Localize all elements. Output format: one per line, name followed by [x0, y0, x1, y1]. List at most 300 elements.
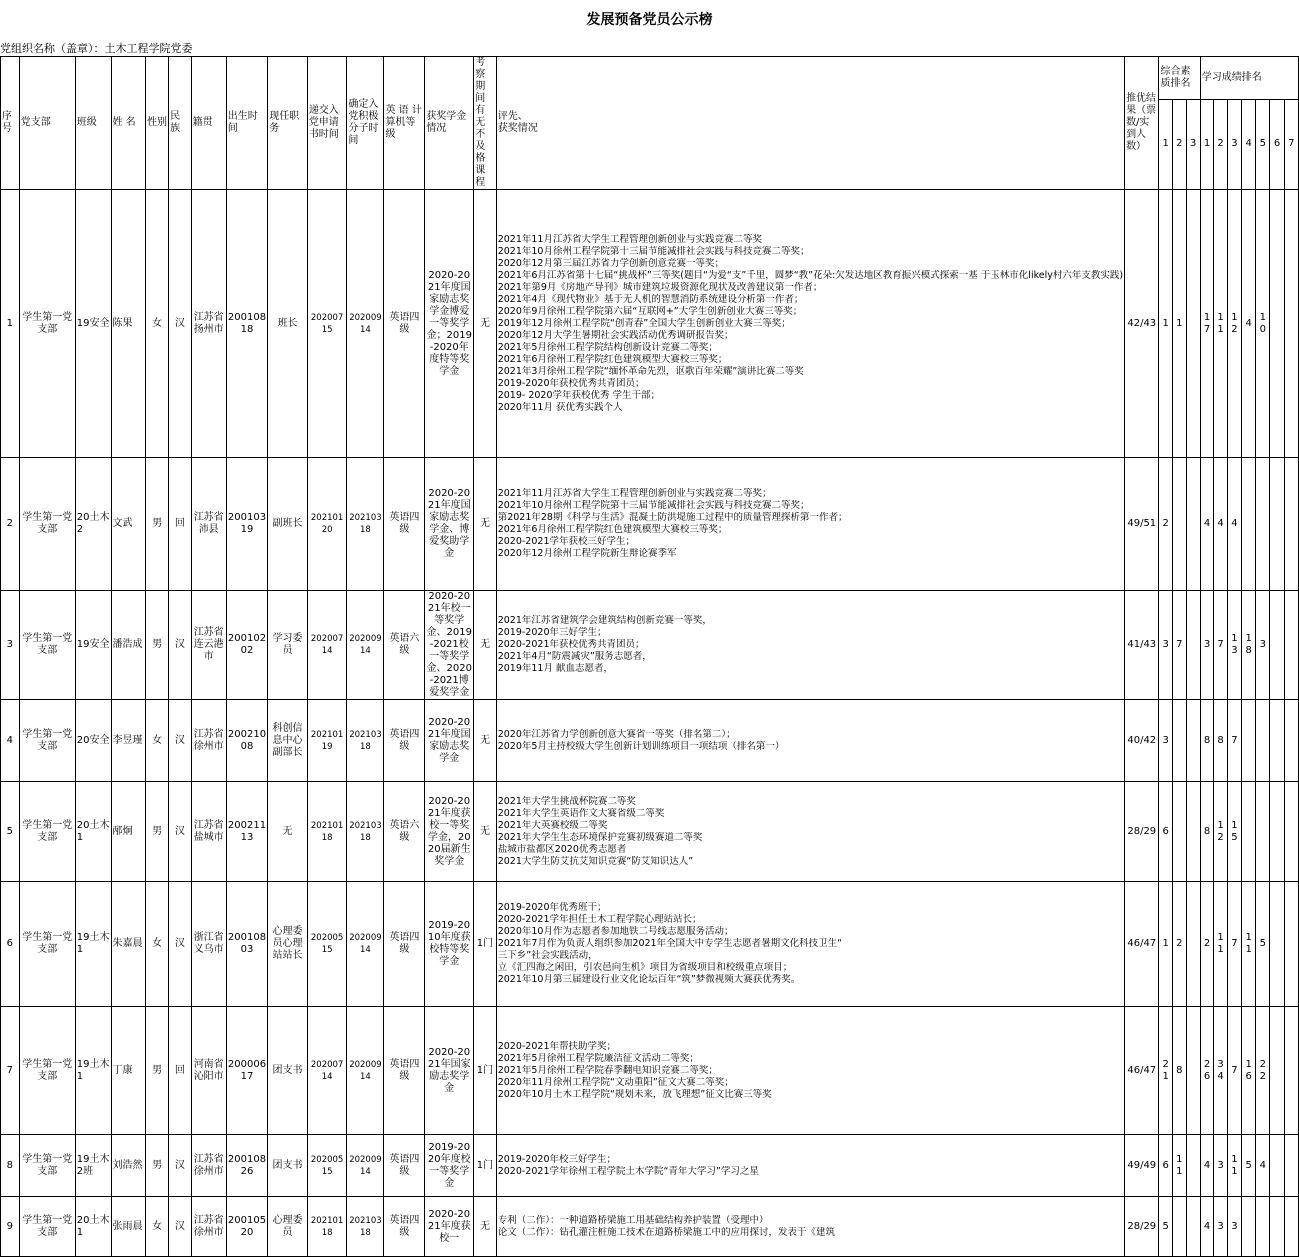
award-line: 2021年5月徐州工程学院结构创新设计竞赛二等奖； [497, 341, 718, 353]
name-cell: 朱嘉晨 [111, 882, 146, 1007]
quality-rank-cell: 2 [1173, 882, 1187, 1007]
study-rank-header: 2 [1214, 99, 1228, 189]
awards-cell [496, 882, 1124, 1007]
org-label: 党组织名称（盖章）：土木工程学院党委 [0, 42, 193, 55]
study-rank-cell [1270, 1007, 1284, 1135]
apply-date-cell: 20200715 [307, 190, 347, 458]
quality-rank-cell: 3 [1159, 591, 1173, 700]
fail-cell: 无 [474, 458, 496, 591]
birth-cell: 20000617 [226, 1007, 267, 1135]
ethnicity-cell: 汉 [169, 1135, 191, 1197]
study-rank-cell: 4 [1214, 458, 1228, 591]
class-cell: 20安全 [75, 700, 111, 782]
origin-cell: 河南省沁阳市 [191, 1007, 226, 1135]
quality-rank-cell: 5 [1159, 1197, 1173, 1257]
award-line: 2019-2020年优秀班干； [497, 902, 607, 913]
class-cell: 20土木1 [75, 782, 111, 882]
award-line: 2019- 2020学年获校优秀 学生干部； [497, 389, 661, 401]
table-row [1, 1007, 1299, 1135]
scholarship-cell: 2019-2020年度校一等奖学金 [425, 1135, 474, 1197]
study-rank-cell: 17 [1200, 190, 1214, 458]
name-cell: 丁康 [111, 1007, 146, 1135]
seq-cell: 5 [1, 782, 20, 882]
award-line: 2020-2021学年徐州工程学院土木学院“青年大学习”学习之星 [497, 1165, 759, 1177]
position-cell: 无 [268, 782, 308, 882]
study-rank-cell: 11 [1242, 882, 1256, 1007]
quality-rank-cell: 1 [1173, 190, 1187, 458]
english-cell: 英语四级 [384, 1007, 425, 1135]
origin-cell: 江苏省徐州市 [191, 700, 226, 782]
award-line: 2021年江苏省建筑学会建筑结构创新竞赛一等奖， [497, 615, 712, 626]
table-row [1, 1197, 1299, 1257]
award-line: 2021年11月江苏省大学生工程管理创新创业与实践竞赛二等奖 [497, 233, 762, 245]
position-cell: 学习委员 [268, 591, 308, 700]
seq-cell: 2 [1, 458, 20, 591]
activist-date-cell: 20200914 [347, 190, 384, 458]
origin-cell: 江苏省沛县 [191, 458, 226, 591]
gender-cell: 男 [146, 458, 169, 591]
apply-date-cell: 20200515 [307, 882, 347, 1007]
header-seq: 序号 [1, 57, 20, 190]
study-rank-cell [1242, 458, 1256, 591]
study-rank-cell [1270, 700, 1284, 782]
study-rank-cell: 8 [1200, 700, 1214, 782]
study-rank-cell: 10 [1256, 190, 1270, 458]
branch-cell: 学生第一党支部 [19, 591, 75, 700]
origin-cell: 江苏省扬州市 [191, 190, 226, 458]
scholarship-cell: 2020-2021年校一等奖学金、2019-2021校一等奖学金、2020-2021博爱奖学金 [426, 591, 472, 698]
award-line: 2021年6月徐州工程学院红色建筑模型大赛校三等奖； [497, 353, 728, 365]
birth-cell: 20010520 [226, 1197, 267, 1257]
apply-date-cell: 20210118 [307, 1197, 347, 1257]
quality-rank-cell [1186, 700, 1200, 782]
quality-rank-cell [1186, 1135, 1200, 1197]
award-line: 2019年12月徐州工程学院“创青春”全国大学生创新创业大赛三等奖； [497, 317, 791, 329]
table-row [1, 782, 1299, 882]
scholarship-cell: 2020-2021年国家励志奖学金 [425, 1007, 474, 1135]
ethnicity-cell: 汉 [169, 700, 191, 782]
class-cell: 20土木1 [75, 1197, 111, 1257]
name-cell: 张雨晨 [111, 1197, 146, 1257]
fail-cell: 无 [474, 700, 496, 782]
activist-date-cell: 20200914 [347, 1135, 384, 1197]
study-rank-cell [1270, 591, 1284, 700]
fail-cell: 1门 [474, 882, 496, 1007]
position-cell: 副班长 [268, 458, 308, 591]
header-scholarship: 获奖学金情况 [425, 57, 474, 190]
origin-cell: 江苏省连云港市 [191, 591, 226, 700]
quality-rank-cell: 11 [1173, 1135, 1187, 1197]
awards-cell [496, 1135, 1124, 1197]
header-gender: 性别 [146, 57, 169, 190]
quality-rank-cell [1186, 190, 1200, 458]
study-rank-cell [1284, 1135, 1298, 1197]
class-cell: 19土木1 [75, 882, 111, 1007]
study-rank-cell [1242, 1197, 1256, 1257]
quality-rank-cell: 6 [1159, 1135, 1173, 1197]
vote-cell: 40/42 [1125, 700, 1159, 782]
study-rank-cell: 4 [1256, 1135, 1270, 1197]
award-line: 2020-2021学年担任土木工程学院心理站站长； [497, 914, 702, 925]
seq-cell: 6 [1, 882, 20, 1007]
study-rank-cell: 11 [1214, 190, 1228, 458]
birth-cell: 20010803 [226, 882, 267, 1007]
activist-date-cell: 20200914 [347, 591, 384, 700]
activist-date-cell: 20200914 [347, 1007, 384, 1135]
position-cell: 心理委员 [268, 1197, 308, 1257]
header-apply-date: 递交入党申请书时间 [307, 57, 347, 190]
study-rank-cell: 7 [1227, 700, 1241, 782]
award-line: 第2021年28期《科学与生活》混凝土防洪堤施工过程中的质量管理探析第一作者； [497, 512, 848, 523]
awards-cell [496, 591, 1124, 700]
activist-date-cell: 20210318 [347, 782, 384, 882]
award-line: 2021年6月江苏省第十七届“挑战杯”三等奖(题目“为爱“支”千里，圆梦“教”花朵:欠发达地区教育振兴模式探索一基 于玉林市化likely村六年支教实践) [497, 269, 1124, 281]
award-line: 专利（二作）：一种道路桥梁施工用基础结构养护装置（受理中） [497, 1214, 769, 1226]
activist-date-cell: 20210318 [347, 1197, 384, 1257]
awards-cell [496, 782, 1124, 882]
fail-cell: 无 [474, 591, 496, 700]
study-rank-header: 7 [1284, 99, 1298, 189]
branch-cell: 学生第一党支部 [19, 1007, 75, 1135]
scholarship-cell: 2020-2021年度获校一 [425, 1197, 474, 1257]
study-rank-cell: 7 [1227, 882, 1241, 1007]
study-rank-cell: 2 [1200, 882, 1214, 1007]
award-line: 2021年5月徐州工程学院廉洁征文活动二等奖； [497, 1052, 699, 1064]
study-rank-cell: 7 [1214, 591, 1228, 700]
apply-date-cell: 20210119 [307, 700, 347, 782]
study-rank-cell: 12 [1214, 782, 1228, 882]
awards-cell [496, 1197, 1124, 1257]
apply-date-cell: 20200515 [307, 1135, 347, 1197]
english-cell: 英语四级 [384, 1197, 425, 1257]
study-rank-cell: 34 [1214, 1007, 1228, 1135]
study-rank-cell [1284, 700, 1298, 782]
quality-rank-cell [1186, 458, 1200, 591]
birth-cell: 20010319 [226, 458, 267, 591]
position-cell: 心理委员心理站站长 [268, 882, 308, 1007]
vote-cell: 28/29 [1125, 782, 1159, 882]
header-class: 班级 [75, 57, 111, 190]
english-cell: 英语四级 [384, 1135, 425, 1197]
study-rank-cell: 4 [1200, 458, 1214, 591]
scholarship-cell: 2020-2021年度国家励志奖学金 [425, 700, 474, 782]
quality-rank-cell [1186, 1007, 1200, 1135]
activist-date-cell: 20210318 [347, 700, 384, 782]
award-line: 2019-2020年校三好学生； [497, 1153, 616, 1165]
award-line: 2020-2021学年获校三好学生； [497, 536, 635, 547]
study-rank-cell [1284, 591, 1298, 700]
award-line: 盐城市盐都区2020优秀志愿者 [497, 843, 627, 855]
awards-cell [496, 1007, 1124, 1135]
study-rank-cell [1242, 700, 1256, 782]
ethnicity-cell: 汉 [169, 782, 191, 882]
award-line: 2021年3月徐州工程学院“缅怀革命先烈，讴歌百年荣耀”演讲比赛二等奖 [497, 365, 804, 377]
gender-cell: 男 [146, 591, 169, 700]
position-cell: 班长 [268, 190, 308, 458]
birth-cell: 20021113 [226, 782, 267, 882]
header-name: 姓 名 [111, 57, 146, 190]
award-line: 2021年7月作为负责人组织参加2021年全国大中专学生志愿者暑期文化科技卫生“ [497, 938, 843, 949]
award-line: 2021年第9月《房地产导刊》城市建筑垃圾资源化现状及改善建议第一作者； [497, 281, 823, 293]
study-rank-cell [1242, 782, 1256, 882]
birth-cell: 20010818 [226, 190, 267, 458]
quality-rank-header: 2 [1173, 99, 1187, 189]
study-rank-cell: 8 [1200, 782, 1214, 882]
name-cell: 潘浩成 [111, 591, 146, 700]
class-cell: 19土木2班 [75, 1135, 111, 1197]
header-ethnicity: 民族 [169, 57, 191, 190]
page-title: 发展预备党员公示榜 [586, 12, 713, 28]
award-line: 2021年4月《现代物业》基于无人机的智慧消防系统建设分析第一作者； [497, 293, 804, 305]
position-cell: 团支书 [268, 1007, 308, 1135]
award-line: 2021年11月江苏省大学生工程管理创新创业与实践竞赛二等奖； [497, 488, 772, 499]
birth-cell: 20010202 [226, 591, 267, 700]
branch-cell: 学生第一党支部 [19, 700, 75, 782]
quality-rank-cell [1186, 882, 1200, 1007]
vote-cell: 49/49 [1125, 1135, 1159, 1197]
study-rank-header: 1 [1200, 99, 1214, 189]
award-line: 2020-2021年帮扶助学奖； [497, 1040, 616, 1052]
award-line: 论文（二作）：钻孔灌注桩施工技术在道路桥梁施工中的应用探讨，发表于《建筑 [497, 1226, 835, 1238]
apply-date-cell: 20210120 [307, 458, 347, 591]
table-header [1, 57, 1299, 190]
study-rank-header: 5 [1256, 99, 1270, 189]
english-cell: 英语六级 [384, 591, 425, 700]
birth-cell: 20010826 [226, 1135, 267, 1197]
position-cell: 团支书 [268, 1135, 308, 1197]
gender-cell: 女 [146, 882, 169, 1007]
study-rank-cell [1270, 190, 1284, 458]
name-cell: 邴炯 [111, 782, 146, 882]
quality-rank-cell [1186, 1197, 1200, 1257]
study-rank-header: 4 [1242, 99, 1256, 189]
ethnicity-cell: 汉 [169, 591, 191, 700]
study-rank-cell: 5 [1242, 1135, 1256, 1197]
award-line: 2021年10月第三届建设行业文化论坛百年“筑”梦微视频大赛获优秀奖。 [497, 974, 801, 985]
seq-cell: 7 [1, 1007, 20, 1135]
activist-date-cell: 20200914 [347, 882, 384, 1007]
quality-rank-cell: 2 [1159, 458, 1173, 591]
class-cell: 19土木1 [75, 1007, 111, 1135]
award-line: 2021年6月徐州工程学院红色建筑模型大赛校三等奖； [497, 524, 728, 535]
quality-rank-cell [1186, 782, 1200, 882]
quality-rank-cell [1173, 782, 1187, 882]
quality-rank-cell: 1 [1159, 190, 1173, 458]
seq-cell: 3 [1, 591, 20, 700]
study-rank-cell: 16 [1242, 1007, 1256, 1135]
study-rank-cell [1284, 458, 1298, 591]
award-line: 2021年大学生挑战杯院赛二等奖 [497, 795, 636, 807]
award-line: 2020年11月徐州工程学院“文动重阳”征文大赛二等奖； [497, 1076, 734, 1088]
award-line: 2020年12月大学生暑期社会实践活动优秀调研报告奖； [497, 329, 734, 341]
table-row [1, 882, 1299, 1007]
study-rank-cell: 7 [1227, 1007, 1241, 1135]
branch-cell: 学生第一党支部 [19, 882, 75, 1007]
header-fail: 考察期间有无不及格课程 [474, 57, 496, 190]
quality-rank-cell [1173, 700, 1187, 782]
study-rank-cell: 8 [1214, 700, 1228, 782]
quality-rank-cell [1173, 1197, 1187, 1257]
ethnicity-cell: 回 [169, 1007, 191, 1135]
study-rank-cell [1270, 782, 1284, 882]
study-rank-cell [1284, 782, 1298, 882]
name-cell: 文武 [111, 458, 146, 591]
award-line: 2019年11月 献血志愿者， [497, 663, 613, 674]
header-study: 学习成绩排名 [1200, 57, 1298, 100]
name-cell: 李昱瑾 [111, 700, 146, 782]
header-english: 英 语 计算机等级 [384, 57, 425, 190]
study-rank-cell: 3 [1214, 1135, 1228, 1197]
table-row [1, 190, 1299, 458]
origin-cell: 江苏省徐州市 [191, 1135, 226, 1197]
seq-cell: 1 [1, 190, 20, 458]
award-line: 2021年大学生生态环境保护竞赛初级赛道二等奖 [497, 831, 703, 843]
quality-rank-cell: 3 [1159, 700, 1173, 782]
branch-cell: 学生第一党支部 [19, 1197, 75, 1257]
header-birth: 出生时间 [226, 57, 267, 190]
study-rank-cell: 4 [1200, 1197, 1214, 1257]
study-rank-cell: 5 [1256, 882, 1270, 1007]
header-awards: 评先、 获奖情况 [496, 57, 1124, 190]
branch-cell: 学生第一党支部 [19, 458, 75, 591]
ethnicity-cell: 回 [169, 458, 191, 591]
header-activist-date: 确定入党积极分子时间 [347, 57, 384, 190]
study-rank-cell [1256, 1197, 1270, 1257]
gender-cell: 男 [146, 1007, 169, 1135]
award-line: 2021年大学生英语作文大赛省级二等奖 [497, 807, 665, 819]
award-line: 三下乡”社会实践活动， [497, 950, 598, 961]
ethnicity-cell: 汉 [169, 1197, 191, 1257]
study-rank-cell: 15 [1227, 782, 1241, 882]
award-line: 2021年4月“防震减灾”服务志愿者， [497, 651, 652, 662]
scholarship-cell: 2020-2021年度国家励志奖学金博爱一等奖学金；2019-2020年度特等奖学金 [425, 190, 474, 458]
quality-rank-cell: 1 [1159, 882, 1173, 1007]
fail-cell: 1门 [474, 1135, 496, 1197]
quality-rank-header: 1 [1159, 99, 1173, 189]
study-rank-cell: 3 [1200, 591, 1214, 700]
birth-cell: 20021008 [226, 700, 267, 782]
award-line: 2019-2020年获校优秀共青团员； [497, 377, 645, 389]
study-rank-cell [1284, 1197, 1298, 1257]
apply-date-cell: 20200714 [307, 1007, 347, 1135]
study-rank-cell [1284, 1007, 1298, 1135]
awards-cell [496, 700, 1124, 782]
gender-cell: 男 [146, 1135, 169, 1197]
seq-cell: 4 [1, 700, 20, 782]
scholarship-cell: 2019-2010年度获校特等奖学金 [425, 882, 474, 1007]
branch-cell: 学生第一党支部 [19, 1135, 75, 1197]
name-cell: 刘浩然 [111, 1135, 146, 1197]
award-line: 2020年10月土木工程学院“规划未来，放飞理想”征文比赛三等奖 [497, 1088, 772, 1100]
quality-rank-cell: 8 [1173, 1007, 1187, 1135]
gender-cell: 女 [146, 700, 169, 782]
english-cell: 英语六级 [384, 782, 425, 882]
study-rank-cell: 22 [1256, 1007, 1270, 1135]
gender-cell: 女 [146, 1197, 169, 1257]
study-rank-cell [1270, 882, 1284, 1007]
origin-cell: 江苏省徐州市 [191, 1197, 226, 1257]
vote-cell: 28/29 [1125, 1197, 1159, 1257]
award-line: 2020年12月第三届江苏省力学创新创意竞赛一等奖； [497, 257, 724, 269]
study-rank-cell [1270, 1197, 1284, 1257]
vote-cell: 49/51 [1125, 458, 1159, 591]
vote-cell: 46/47 [1125, 1007, 1159, 1135]
scholarship-cell: 2020-2021年度国家励志奖学金、博爱奖助学金 [425, 458, 474, 591]
fail-cell: 无 [474, 190, 496, 458]
quality-rank-header: 3 [1186, 99, 1200, 189]
award-line: 2020年9月徐州工程学院第六届“互联网+”大学生创新创业大赛三等奖； [497, 305, 803, 317]
award-line: 2021年大英赛校级二等奖 [497, 819, 608, 831]
english-cell: 英语四级 [384, 458, 425, 591]
class-cell: 20土木2 [75, 458, 111, 591]
header-origin: 籍贯 [191, 57, 226, 190]
award-line: 2019-2020年三好学生； [497, 627, 607, 638]
study-rank-cell [1284, 882, 1298, 1007]
table-row [1, 1135, 1299, 1197]
class-cell: 19安全 [75, 190, 111, 458]
gender-cell: 女 [146, 190, 169, 458]
quality-rank-cell [1173, 458, 1187, 591]
study-rank-cell [1256, 700, 1270, 782]
seq-cell: 8 [1, 1135, 20, 1197]
awards-cell [496, 458, 1124, 591]
quality-rank-cell [1186, 591, 1200, 700]
study-rank-cell: 11 [1214, 882, 1228, 1007]
study-rank-cell: 4 [1242, 190, 1256, 458]
vote-cell: 41/43 [1125, 591, 1159, 700]
table-row [1, 700, 1299, 782]
study-rank-cell: 13 [1227, 591, 1241, 700]
activist-date-cell: 20210318 [347, 458, 384, 591]
origin-cell: 浙江省义乌市 [191, 882, 226, 1007]
ethnicity-cell: 汉 [169, 882, 191, 1007]
position-cell: 科创信息中心副部长 [268, 700, 308, 782]
quality-rank-cell: 21 [1159, 1007, 1173, 1135]
award-line: 2020年5月主持校级大学生创新计划训练项目一项结项（排名第一） [497, 740, 785, 752]
award-line: 2020年12月徐州工程学院新生辩论赛季军 [497, 548, 677, 559]
award-line: 立《汇四海之闲田，引农邑向生机》项目为省级项目和校级重点项目； [497, 962, 793, 973]
study-rank-cell: 12 [1227, 190, 1241, 458]
study-rank-cell [1256, 458, 1270, 591]
study-rank-cell: 3 [1214, 1197, 1228, 1257]
header-quality: 综合素质排名 [1159, 57, 1200, 100]
english-cell: 英语四级 [384, 190, 425, 458]
study-rank-header: 3 [1227, 99, 1241, 189]
table-row [1, 591, 1299, 700]
english-cell: 英语四级 [384, 882, 425, 1007]
study-rank-cell [1270, 1135, 1284, 1197]
award-line: 2020-2021年获校优秀共青团员； [497, 639, 645, 650]
fail-cell: 1门 [474, 1007, 496, 1135]
header-branch: 党支部 [19, 57, 75, 190]
quality-rank-cell: 7 [1173, 591, 1187, 700]
award-line: 2021年10月徐州工程学院第十三届节能减排社会实践与科技竞赛二等奖； [497, 500, 810, 511]
study-rank-cell [1270, 458, 1284, 591]
english-cell: 英语四级 [384, 700, 425, 782]
header-vote: 推优结果（票数/实到人数） [1125, 57, 1159, 190]
study-rank-cell: 3 [1227, 1197, 1241, 1257]
class-cell: 19安全 [75, 591, 111, 700]
study-rank-cell: 4 [1200, 1135, 1214, 1197]
header-position: 现任职务 [268, 57, 308, 190]
award-line: 2020年10月作为志愿者参加地铁二号线志愿服务活动； [497, 926, 734, 937]
ethnicity-cell: 汉 [169, 190, 191, 458]
study-rank-header: 6 [1270, 99, 1284, 189]
fail-cell: 无 [474, 782, 496, 882]
apply-date-cell: 20210118 [307, 782, 347, 882]
branch-cell: 学生第一党支部 [19, 190, 75, 458]
study-rank-cell: 4 [1227, 458, 1241, 591]
